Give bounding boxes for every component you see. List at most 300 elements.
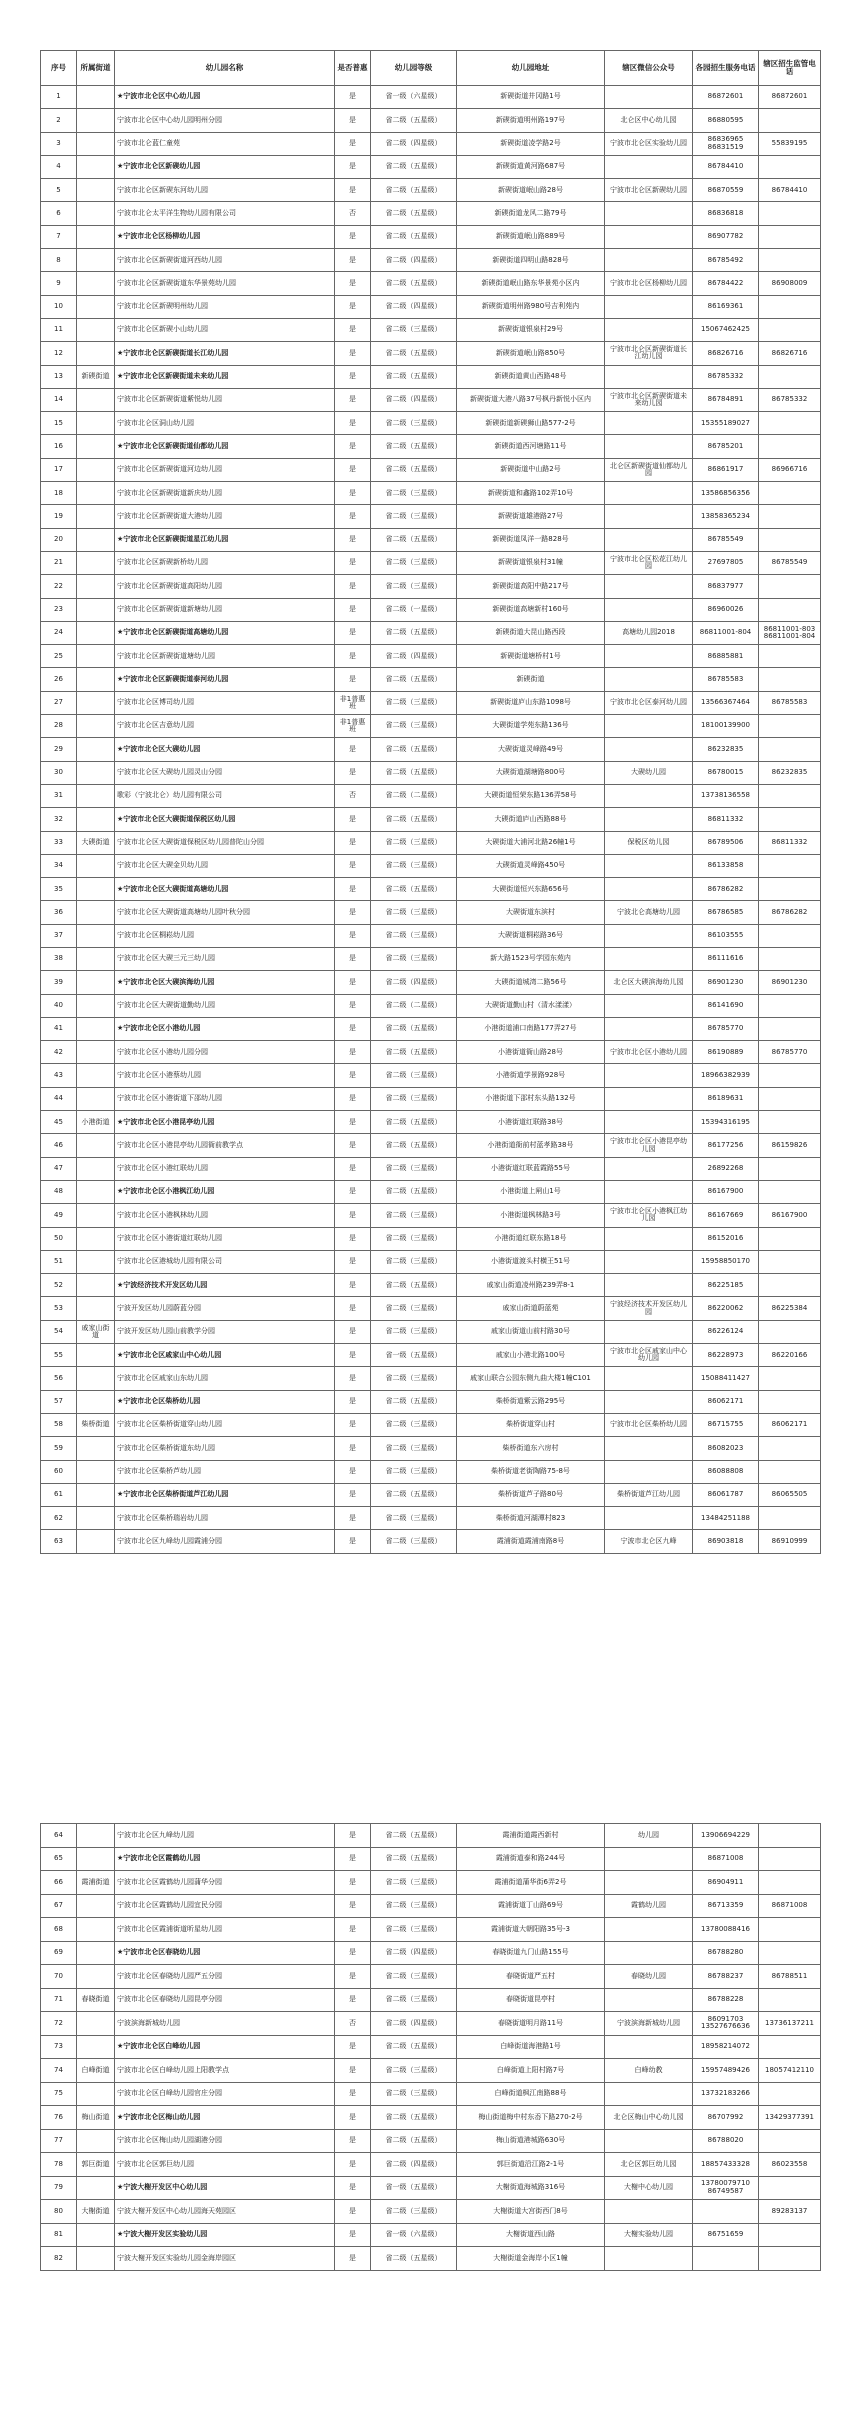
level-cell: 省二级（三星级） (371, 318, 457, 341)
wechat-account (605, 1941, 693, 1965)
enroll-phone: 86811001-804 (693, 621, 759, 644)
level-cell: 省二级（五星级） (371, 528, 457, 551)
inclusive-flag: 是 (335, 901, 371, 924)
kindergarten-name: 宁波市北仑区新碶街道塘幼儿园 (115, 645, 335, 668)
table-row (41, 458, 821, 481)
inclusive-flag: 是 (335, 971, 371, 994)
row-number: 66 (41, 1871, 77, 1895)
supervise-phone (759, 435, 821, 458)
enroll-phone: 15958850170 (693, 1250, 759, 1273)
inclusive-flag: 是 (335, 1894, 371, 1918)
inclusive-flag: 是 (335, 1111, 371, 1134)
inclusive-flag: 是 (335, 388, 371, 411)
supervise-phone: 86232835 (759, 761, 821, 784)
kindergarten-name: ★宁波市北仑区杨柳幼儿园 (115, 225, 335, 248)
row-number: 47 (41, 1157, 77, 1180)
wechat-account (605, 318, 693, 341)
supervise-phone (759, 1437, 821, 1460)
table-row (41, 2106, 821, 2130)
table-row (41, 1918, 821, 1942)
table-row (41, 994, 821, 1017)
wechat-account: 宁波市北仑区小港幼儿园 (605, 1041, 693, 1064)
table-row (41, 318, 821, 341)
street-cell (77, 1941, 115, 1965)
level-cell: 省一级（五星级） (371, 1344, 457, 1367)
enroll-phone: 86133858 (693, 854, 759, 877)
table-row (41, 1180, 821, 1203)
row-number: 28 (41, 715, 77, 738)
street-cell (77, 1367, 115, 1390)
enroll-phone: 86061787 (693, 1483, 759, 1506)
wechat-account: 宁波市北仑区实验幼儿园 (605, 132, 693, 155)
kindergarten-name: 宁波市北仑区小港街道下邵幼儿园 (115, 1087, 335, 1110)
inclusive-flag: 是 (335, 1087, 371, 1110)
address-cell: 小港街道枫林路3号 (457, 1204, 605, 1227)
column-header: 序号 (41, 51, 77, 86)
row-number: 5 (41, 179, 77, 202)
street-cell (77, 2176, 115, 2200)
street-cell: 大碶街道 (77, 831, 115, 854)
column-header: 辖区招生监管电话 (759, 51, 821, 86)
inclusive-flag: 是 (335, 412, 371, 435)
address-cell: 大碶街道恒荣东路136弄58号 (457, 784, 605, 807)
enroll-phone: 86811332 (693, 808, 759, 831)
table-row (41, 109, 821, 132)
table-row (41, 551, 821, 574)
level-cell: 省二级（三星级） (371, 575, 457, 598)
kindergarten-name: ★宁波市北仑区小港枫江幼儿园 (115, 1180, 335, 1203)
wechat-account (605, 1157, 693, 1180)
table-row (41, 1227, 821, 1250)
inclusive-flag: 是 (335, 2082, 371, 2106)
table-row (41, 528, 821, 551)
address-cell: 小港街道下邵村东头路132号 (457, 1087, 605, 1110)
row-number: 11 (41, 318, 77, 341)
level-cell: 省二级（三星级） (371, 1460, 457, 1483)
table-row (41, 1530, 821, 1553)
wechat-account: 大榭中心幼儿园 (605, 2176, 693, 2200)
table-row (41, 249, 821, 272)
inclusive-flag: 是 (335, 1413, 371, 1436)
street-cell (77, 1134, 115, 1157)
wechat-account: 宁波市北仑区新碶幼儿园 (605, 179, 693, 202)
supervise-phone: 18057412110 (759, 2059, 821, 2083)
table-row (41, 1297, 821, 1320)
street-cell (77, 388, 115, 411)
row-number: 30 (41, 761, 77, 784)
supervise-phone (759, 155, 821, 178)
enroll-phone: 86785492 (693, 249, 759, 272)
supervise-phone (759, 1988, 821, 2012)
table-row (41, 1041, 821, 1064)
supervise-phone (759, 2082, 821, 2106)
table-row (41, 2082, 821, 2106)
address-cell: 柴桥街道老街陶路75-8号 (457, 1460, 605, 1483)
kindergarten-name: 宁波市北仑区桐崧幼儿园 (115, 924, 335, 947)
address-cell: 大碶街道东滨村 (457, 901, 605, 924)
address-cell: 小港街道红联路38号 (457, 1111, 605, 1134)
address-cell: 大榭街道大宫街西门8号 (457, 2200, 605, 2224)
supervise-phone (759, 854, 821, 877)
street-cell (77, 342, 115, 365)
level-cell: 省二级（五星级） (371, 738, 457, 761)
inclusive-flag: 是 (335, 1460, 371, 1483)
inclusive-flag: 是 (335, 435, 371, 458)
address-cell: 新碶街道凌学路2号 (457, 132, 605, 155)
enroll-phone: 18100139900 (693, 715, 759, 738)
wechat-account (605, 784, 693, 807)
table-row (41, 1134, 821, 1157)
row-number: 1 (41, 86, 77, 109)
kindergarten-name: ★宁波市北仑区戚家山中心幼儿园 (115, 1344, 335, 1367)
row-number: 23 (41, 598, 77, 621)
address-cell: 大碶街道桐崧路36号 (457, 924, 605, 947)
row-number: 37 (41, 924, 77, 947)
table-row (41, 272, 821, 295)
street-cell (77, 272, 115, 295)
inclusive-flag: 是 (335, 668, 371, 691)
street-cell (77, 2129, 115, 2153)
wechat-account (605, 295, 693, 318)
supervise-phone: 86062171 (759, 1413, 821, 1436)
street-cell (77, 458, 115, 481)
supervise-phone (759, 1460, 821, 1483)
supervise-phone: 86220166 (759, 1344, 821, 1367)
inclusive-flag: 是 (335, 924, 371, 947)
wechat-account (605, 1064, 693, 1087)
kindergarten-name: 宁波市北仑区大碶三元三幼儿园 (115, 947, 335, 970)
street-cell (77, 249, 115, 272)
address-cell: 柴桥街道芦子路80号 (457, 1483, 605, 1506)
wechat-account (605, 1320, 693, 1343)
table-row (41, 575, 821, 598)
supervise-phone: 86786282 (759, 901, 821, 924)
kindergarten-name: 宁波市北仑区新碶街道东华景苑幼儿园 (115, 272, 335, 295)
kindergarten-name: ★宁波市北仑区柴桥幼儿园 (115, 1390, 335, 1413)
enroll-phone: 27697805 (693, 551, 759, 574)
inclusive-flag: 是 (335, 598, 371, 621)
level-cell: 省二级（三星级） (371, 1250, 457, 1273)
level-cell: 省二级（三星级） (371, 2059, 457, 2083)
inclusive-flag: 是 (335, 1344, 371, 1367)
row-number: 38 (41, 947, 77, 970)
table-row (41, 668, 821, 691)
row-number: 80 (41, 2200, 77, 2224)
table-row (41, 1965, 821, 1989)
kindergarten-name: 宁波市北仑区柴桥芦幼儿园 (115, 1460, 335, 1483)
inclusive-flag: 是 (335, 225, 371, 248)
level-cell: 省二级（四星级） (371, 2012, 457, 2036)
row-number: 65 (41, 1847, 77, 1871)
enroll-phone: 86784422 (693, 272, 759, 295)
level-cell: 省二级（三星级） (371, 482, 457, 505)
address-cell: 新碶街道凤洋一路828号 (457, 528, 605, 551)
table-row (41, 1274, 821, 1297)
kindergarten-name: 宁波市北仑区柴桥瑞岩幼儿园 (115, 1507, 335, 1530)
wechat-account: 保税区幼儿园 (605, 831, 693, 854)
wechat-account (605, 2200, 693, 2224)
inclusive-flag: 是 (335, 1507, 371, 1530)
column-header: 幼儿园名称 (115, 51, 335, 86)
kindergarten-name: 宁波市北仑区新碶街道大港幼儿园 (115, 505, 335, 528)
kindergarten-table-part1 (40, 50, 821, 1554)
row-number: 62 (41, 1507, 77, 1530)
inclusive-flag: 是 (335, 1041, 371, 1064)
supervise-phone (759, 1390, 821, 1413)
level-cell: 省二级（四星级） (371, 2153, 457, 2177)
street-cell (77, 621, 115, 644)
wechat-account (605, 2247, 693, 2271)
table-row (41, 645, 821, 668)
row-number: 7 (41, 225, 77, 248)
kindergarten-name: 宁波市北仑区新碶东河幼儿园 (115, 179, 335, 202)
street-cell (77, 1344, 115, 1367)
inclusive-flag: 是 (335, 1965, 371, 1989)
inclusive-flag: 是 (335, 1134, 371, 1157)
wechat-account: 春晓幼儿园 (605, 1965, 693, 1989)
inclusive-flag: 是 (335, 132, 371, 155)
enroll-phone: 86751659 (693, 2223, 759, 2247)
kindergarten-name: 宁波大榭开发区中心幼儿园海天苑园区 (115, 2200, 335, 2224)
inclusive-flag: 是 (335, 179, 371, 202)
enroll-phone: 86870559 (693, 179, 759, 202)
table-row (41, 1017, 821, 1040)
kindergarten-name: 宁波市北仑区新碶小山幼儿园 (115, 318, 335, 341)
wechat-account (605, 528, 693, 551)
enroll-phone: 86226124 (693, 1320, 759, 1343)
kindergarten-name: 宁波市北仑区新碶街道新塘幼儿园 (115, 598, 335, 621)
supervise-phone: 86908009 (759, 272, 821, 295)
level-cell: 省二级（五星级） (371, 155, 457, 178)
address-cell: 大碶街道灵峰路450号 (457, 854, 605, 877)
table-row (41, 412, 821, 435)
kindergarten-name: 宁波市北仑区九峰幼儿园 (115, 1824, 335, 1848)
inclusive-flag: 是 (335, 2059, 371, 2083)
enroll-phone: 13732183266 (693, 2082, 759, 2106)
table-row (41, 1871, 821, 1895)
wechat-account: 宁波市北仑区九峰 (605, 1530, 693, 1553)
enroll-phone: 86788020 (693, 2129, 759, 2153)
table-row (41, 2200, 821, 2224)
column-header: 是否普惠 (335, 51, 371, 86)
inclusive-flag: 是 (335, 1227, 371, 1250)
supervise-phone: 13736137211 (759, 2012, 821, 2036)
enroll-phone: 15088411427 (693, 1367, 759, 1390)
enroll-phone: 86826716 (693, 342, 759, 365)
inclusive-flag: 是 (335, 318, 371, 341)
enroll-phone: 86189631 (693, 1087, 759, 1110)
inclusive-flag: 是 (335, 528, 371, 551)
supervise-phone: 86023558 (759, 2153, 821, 2177)
address-cell: 小港街道红联东路18号 (457, 1227, 605, 1250)
address-cell: 新碶街道岷山路28号 (457, 179, 605, 202)
level-cell: 省二级（五星级） (371, 342, 457, 365)
street-cell (77, 878, 115, 901)
enroll-phone: 86789506 (693, 831, 759, 854)
address-cell: 新碶街道大港八路37号枫丹新悦小区内 (457, 388, 605, 411)
address-cell: 新碶街道黄河路687号 (457, 155, 605, 178)
enroll-phone: 86091703 13527676636 (693, 2012, 759, 2036)
inclusive-flag: 否 (335, 202, 371, 225)
wechat-account: 宁波市北仑区戚家山中心幼儿园 (605, 1344, 693, 1367)
enroll-phone: 86861917 (693, 458, 759, 481)
enroll-phone: 86901230 (693, 971, 759, 994)
kindergarten-name: ★宁波市北仑区大碶街道保税区幼儿园 (115, 808, 335, 831)
kindergarten-name: 宁波市北仑区小港枫林幼儿园 (115, 1204, 335, 1227)
kindergarten-name: 宁波市北仑区春晓幼儿园昆亭分园 (115, 1988, 335, 2012)
street-cell: 小港街道 (77, 1111, 115, 1134)
inclusive-flag: 是 (335, 575, 371, 598)
kindergarten-name: 宁波市北仑区春晓幼儿园严五分园 (115, 1965, 335, 1989)
enroll-phone: 86788228 (693, 1988, 759, 2012)
address-cell: 白峰街道上阳村路7号 (457, 2059, 605, 2083)
level-cell: 省二级（五星级） (371, 878, 457, 901)
inclusive-flag: 是 (335, 645, 371, 668)
level-cell: 省一级（五星级） (371, 2176, 457, 2200)
kindergarten-name: 宁波滨海新城幼儿园 (115, 2012, 335, 2036)
enroll-phone: 15067462425 (693, 318, 759, 341)
table-row (41, 179, 821, 202)
level-cell: 省二级（五星级） (371, 458, 457, 481)
wechat-account (605, 1918, 693, 1942)
level-cell: 省二级（五星级） (371, 179, 457, 202)
table-body-part1 (41, 86, 821, 1554)
kindergarten-name: 宁波市北仑区霞浦街道昕星幼儿园 (115, 1918, 335, 1942)
enroll-phone: 86111616 (693, 947, 759, 970)
supervise-phone (759, 1111, 821, 1134)
row-number: 29 (41, 738, 77, 761)
level-cell: 省二级（五星级） (371, 1847, 457, 1871)
kindergarten-name: 宁波市北仑区新碶街道新庆幼儿园 (115, 482, 335, 505)
kindergarten-name: ★宁波市北仑区中心幼儿园 (115, 86, 335, 109)
address-cell: 新碶街道庐山东路1098号 (457, 691, 605, 714)
inclusive-flag: 是 (335, 1871, 371, 1895)
row-number: 32 (41, 808, 77, 831)
kindergarten-name: 宁波市北仑区新碶明州幼儿园 (115, 295, 335, 318)
supervise-phone (759, 784, 821, 807)
enroll-phone: 13484251188 (693, 1507, 759, 1530)
wechat-account (605, 575, 693, 598)
header-row (41, 51, 821, 86)
wechat-account: 宁波市北仑区小港昆亭幼儿园 (605, 1134, 693, 1157)
wechat-account (605, 1367, 693, 1390)
level-cell: 省一级（六星级） (371, 2223, 457, 2247)
inclusive-flag: 是 (335, 1367, 371, 1390)
row-number: 3 (41, 132, 77, 155)
wechat-account (605, 878, 693, 901)
address-cell: 新碶街道大昆山路西段 (457, 621, 605, 644)
table-row (41, 947, 821, 970)
level-cell: 省二级（四星级） (371, 1941, 457, 1965)
row-number: 21 (41, 551, 77, 574)
table-row (41, 388, 821, 411)
column-header: 所属街道 (77, 51, 115, 86)
wechat-account (605, 1087, 693, 1110)
kindergarten-name: 宁波市北仑区新碶新桥幼儿园 (115, 551, 335, 574)
address-cell: 新碶街道雄港路27号 (457, 505, 605, 528)
supervise-phone (759, 575, 821, 598)
supervise-phone: 86872601 (759, 86, 821, 109)
supervise-phone (759, 1274, 821, 1297)
row-number: 68 (41, 1918, 77, 1942)
street-cell (77, 318, 115, 341)
kindergarten-name: ★宁波市北仑区霞鹤幼儿园 (115, 1847, 335, 1871)
street-cell (77, 2035, 115, 2059)
enroll-phone: 13780088416 (693, 1918, 759, 1942)
wechat-account: 宁波市北仑区杨柳幼儿园 (605, 272, 693, 295)
column-header: 幼儿园等级 (371, 51, 457, 86)
enroll-phone: 86786585 (693, 901, 759, 924)
address-cell: 小港街道红联蓝霞路55号 (457, 1157, 605, 1180)
level-cell: 省二级（五星级） (371, 1390, 457, 1413)
street-cell: 新碶街道 (77, 365, 115, 388)
table-row (41, 2012, 821, 2036)
address-cell: 大碶街道湖塘路800号 (457, 761, 605, 784)
wechat-account (605, 2082, 693, 2106)
inclusive-flag: 非1普惠班 (335, 691, 371, 714)
row-number: 67 (41, 1894, 77, 1918)
enroll-phone: 86232835 (693, 738, 759, 761)
enroll-phone: 86785201 (693, 435, 759, 458)
address-cell: 霞浦街道泰和路244号 (457, 1847, 605, 1871)
kindergarten-name: 宁波市北仑区大碶金贝幼儿园 (115, 854, 335, 877)
inclusive-flag: 是 (335, 2247, 371, 2271)
level-cell: 省二级（五星级） (371, 808, 457, 831)
supervise-phone (759, 947, 821, 970)
kindergarten-name: ★宁波市北仑区大碶街道高塘幼儿园 (115, 878, 335, 901)
street-cell (77, 109, 115, 132)
table-row (41, 2176, 821, 2200)
address-cell: 新碶街道 (457, 668, 605, 691)
column-header: 各园招生服务电话 (693, 51, 759, 86)
row-number: 27 (41, 691, 77, 714)
wechat-account (605, 1111, 693, 1134)
level-cell: 省二级（四星级） (371, 388, 457, 411)
level-cell: 省二级（三星级） (371, 831, 457, 854)
row-number: 78 (41, 2153, 77, 2177)
wechat-account (605, 1871, 693, 1895)
row-number: 64 (41, 1824, 77, 1848)
supervise-phone (759, 202, 821, 225)
wechat-account (605, 1507, 693, 1530)
kindergarten-name: 宁波市北仑区大碶街道保税区幼儿园普陀山分园 (115, 831, 335, 854)
address-cell: 戚家山联合公园东侧九曲大楼1幢C101 (457, 1367, 605, 1390)
street-cell: 霞浦街道 (77, 1871, 115, 1895)
row-number: 2 (41, 109, 77, 132)
inclusive-flag: 是 (335, 365, 371, 388)
supervise-phone (759, 1087, 821, 1110)
row-number: 44 (41, 1087, 77, 1110)
table-body-part2 (41, 1824, 821, 2271)
inclusive-flag: 是 (335, 2200, 371, 2224)
table-row (41, 225, 821, 248)
level-cell: 省二级（五星级） (371, 1483, 457, 1506)
level-cell: 省二级（三星级） (371, 1064, 457, 1087)
level-cell: 省二级（五星级） (371, 668, 457, 691)
row-number: 35 (41, 878, 77, 901)
inclusive-flag: 是 (335, 761, 371, 784)
address-cell: 柴桥街道紫云路295号 (457, 1390, 605, 1413)
level-cell: 省二级（三星级） (371, 2200, 457, 2224)
kindergarten-name: ★宁波大榭开发区实验幼儿园 (115, 2223, 335, 2247)
wechat-account (605, 435, 693, 458)
enroll-phone: 86907782 (693, 225, 759, 248)
address-cell: 戚家山街道蔚蓝苑 (457, 1297, 605, 1320)
table-row (41, 854, 821, 877)
street-cell: 大榭街道 (77, 2200, 115, 2224)
supervise-phone: 86811001-803 86811001-804 (759, 621, 821, 644)
level-cell: 省二级（五星级） (371, 365, 457, 388)
